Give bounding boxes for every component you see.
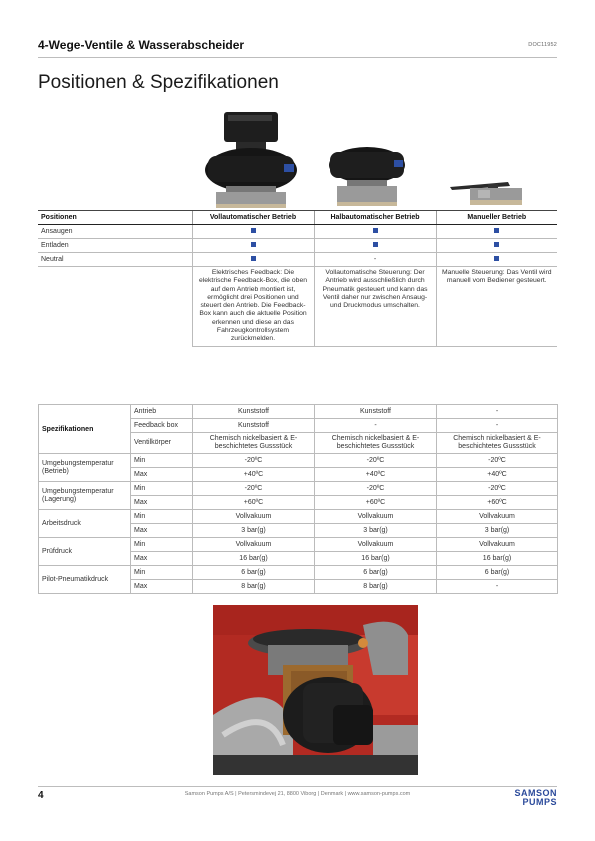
cell-value: 16 bar(g)	[193, 552, 315, 566]
spec-sub-label: Ventilkörper	[131, 433, 193, 454]
manual-valve-image	[448, 178, 540, 210]
cell-value: Kunststoff	[193, 405, 315, 419]
cell-value: +40ºC	[437, 468, 558, 482]
section-title: Positionen & Spezifikationen	[38, 72, 279, 93]
cell-value: +60ºC	[437, 496, 558, 510]
cell-value: -20ºC	[437, 454, 558, 468]
spec-sub-label: Max	[131, 552, 193, 566]
marker-icon	[373, 228, 378, 233]
cell-value: Kunststoff	[315, 405, 437, 419]
cell-value: -	[437, 580, 558, 594]
spec-group-label: Pilot-Pneumatikdruck	[39, 566, 131, 594]
table-row	[39, 454, 558, 468]
description-fully-automatic: Elektrisches Feedback: Die elektrische Feedback-Box, die oben auf dem Antrieb montiert ist, ermöglicht drei Positionen und steuert den Antrieb. Die Feedback-Box kann auch die aktuelle Position erkennen und diese an das Fahrzeugkontrollsystem zurückmelden.	[192, 267, 314, 347]
position-label: Entladen	[38, 239, 192, 253]
footer-divider	[38, 786, 557, 787]
marker-icon	[373, 242, 378, 247]
cell-value: +60ºC	[193, 496, 315, 510]
cell-value: -	[314, 253, 436, 267]
cell-value: -20ºC	[193, 454, 315, 468]
position-label: Ansaugen	[38, 225, 192, 239]
cell-value: -20ºC	[315, 482, 437, 496]
cell-value: Vollvakuum	[193, 538, 315, 552]
cell-value: -20ºC	[193, 482, 315, 496]
samson-pumps-logo	[514, 789, 557, 807]
positions-table	[38, 210, 557, 347]
spec-sub-label: Max	[131, 468, 193, 482]
marker-icon	[251, 242, 256, 247]
fully-automatic-valve-image	[196, 106, 306, 210]
spec-sub-label: Max	[131, 524, 193, 538]
cell-value: +40ºC	[315, 468, 437, 482]
cell-value: 3 bar(g)	[193, 524, 315, 538]
page-number: 4	[38, 790, 44, 801]
cell-value: 16 bar(g)	[437, 552, 558, 566]
cell-value: 3 bar(g)	[315, 524, 437, 538]
cell-value: -	[437, 405, 558, 419]
header-semi-automatic: Halbautomatischer Betrieb	[314, 211, 436, 225]
spec-group-label: Umgebungstemperatur (Betrieb)	[39, 454, 131, 482]
table-row	[39, 566, 558, 580]
cell-value: Vollvakuum	[315, 538, 437, 552]
cell-value: 6 bar(g)	[193, 566, 315, 580]
logo-line-1: SAMSON	[514, 788, 557, 798]
cell-value: 6 bar(g)	[437, 566, 558, 580]
cell-value: Vollvakuum	[437, 510, 558, 524]
marker-icon	[251, 256, 256, 261]
positions-header-label: Positionen	[38, 211, 192, 225]
position-label: Neutral	[38, 253, 192, 267]
table-row	[39, 538, 558, 552]
spec-group-label: Prüfdruck	[39, 538, 131, 566]
description-row	[38, 267, 557, 347]
positions-header-row	[38, 211, 557, 225]
cell-value: Chemisch nickelbasiert & E-beschichtetes Gussstück	[437, 433, 558, 454]
spec-sub-label: Min	[131, 566, 193, 580]
cell-value: 16 bar(g)	[315, 552, 437, 566]
installation-photo	[213, 605, 418, 775]
document-code: DOC11952	[528, 42, 557, 48]
marker-icon	[251, 228, 256, 233]
footer-address: Samson Pumps A/S | Petersmindevej 21, 8800 Viborg | Denmark | www.samson-pumps.com	[184, 791, 411, 797]
spec-group-label: Arbeitsdruck	[39, 510, 131, 538]
spec-sub-label: Max	[131, 496, 193, 510]
spec-sub-label: Max	[131, 580, 193, 594]
logo-line-2: PUMPS	[522, 797, 557, 807]
spec-sub-label: Feedback box	[131, 419, 193, 433]
cell-value: Kunststoff	[193, 419, 315, 433]
table-row	[38, 225, 557, 239]
header-fully-automatic: Vollautomatischer Betrieb	[192, 211, 314, 225]
document-title: 4-Wege-Ventile & Wasserabscheider	[38, 38, 245, 52]
table-row	[39, 482, 558, 496]
cell-value: 6 bar(g)	[315, 566, 437, 580]
cell-value: 3 bar(g)	[437, 524, 558, 538]
cell-value: Vollvakuum	[437, 538, 558, 552]
specifications-table	[38, 404, 558, 594]
cell-value: Chemisch nickelbasiert & E-beschichtetes Gussstück	[193, 433, 315, 454]
cell-value: -	[437, 419, 558, 433]
header-divider	[38, 57, 557, 58]
spec-group-label: Umgebungstemperatur (Lagerung)	[39, 482, 131, 510]
marker-icon	[494, 256, 499, 261]
cell-value: -	[315, 419, 437, 433]
table-row	[38, 239, 557, 253]
header-manual: Manueller Betrieb	[436, 211, 557, 225]
cell-value: -20ºC	[315, 454, 437, 468]
cell-value: Chemisch nickelbasiert & E-beschichtetes Gussstück	[315, 433, 437, 454]
description-semi-automatic: Vollautomatische Steuerung: Der Antrieb wird ausschließlich durch Pneumatik gesteuert und kann das Ventil daher nur zwischen Ansaug- und Druckmodus umschalten.	[314, 267, 436, 347]
marker-icon	[494, 242, 499, 247]
semi-automatic-valve-image	[322, 140, 412, 210]
spec-sub-label: Min	[131, 510, 193, 524]
spec-sub-label: Min	[131, 454, 193, 468]
table-row	[39, 405, 558, 419]
spec-sub-label: Min	[131, 538, 193, 552]
spec-sub-label: Antrieb	[131, 405, 193, 419]
cell-value: -20ºC	[437, 482, 558, 496]
marker-icon	[494, 228, 499, 233]
cell-value: 8 bar(g)	[315, 580, 437, 594]
cell-value: +40ºC	[193, 468, 315, 482]
table-row	[38, 253, 557, 267]
description-manual: Manuelle Steuerung: Das Ventil wird manuell vom Bediener gesteuert.	[436, 267, 557, 347]
table-row	[39, 510, 558, 524]
cell-value: +60ºC	[315, 496, 437, 510]
spec-sub-label: Min	[131, 482, 193, 496]
cell-value: Vollvakuum	[315, 510, 437, 524]
spec-group-label: Spezifikationen	[39, 405, 131, 454]
cell-value: 8 bar(g)	[193, 580, 315, 594]
cell-value: Vollvakuum	[193, 510, 315, 524]
